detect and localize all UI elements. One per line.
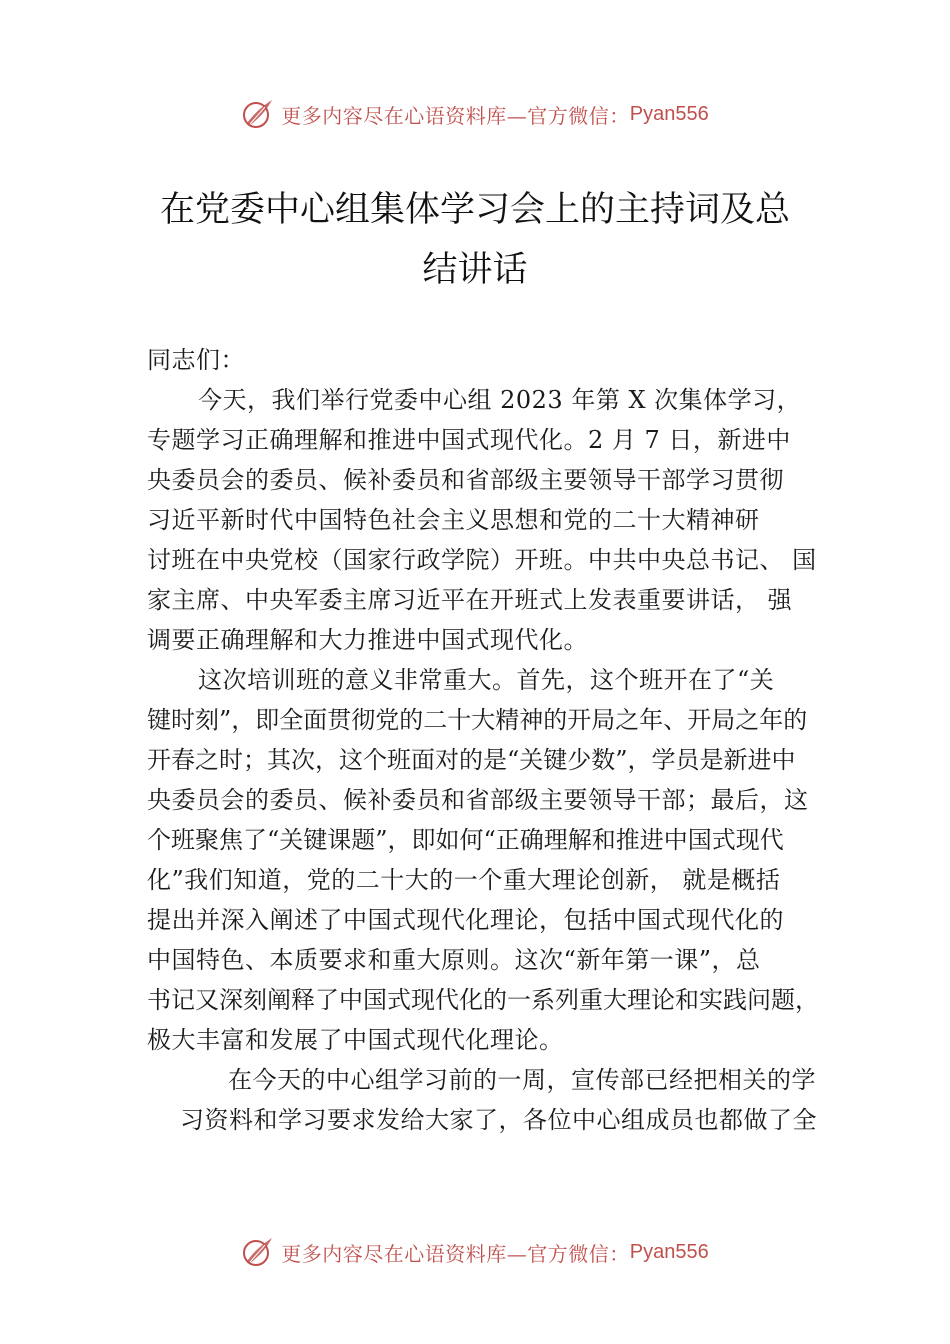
body-line: 家主席、中央军委主席习近平在开班式上发表重要讲话， 强: [147, 586, 793, 614]
body-line: 讨班在中央党校（国家行政学院）开班。中共中央总书记、 国: [147, 546, 817, 574]
body-line: 键时刻”，即全面贯彻党的二十大精神的开局之年、开局之年的: [147, 706, 808, 734]
body-line: 书记又深刻阐释了中国式现代化的一系列重大理论和实践问题，: [147, 986, 819, 1014]
body-line: 央委员会的委员、候补委员和省部级主要领导干部；最后，这: [147, 786, 809, 814]
watermark-wechat-id: Pyan556: [629, 102, 709, 125]
body-line: 今天，我们举行党委中心组 2023 年第 X 次集体学习，: [198, 386, 802, 414]
body-line: 这次培训班的意义非常重大。首先，这个班开在了“关: [198, 666, 775, 694]
watermark-text: 更多内容尽在心语资料库—官方微信：: [281, 103, 630, 128]
body-line: 习资料和学习要求发给大家了，各位中心组成员也都做了全: [180, 1106, 817, 1134]
quill-logo-icon: [241, 97, 275, 131]
watermark-wechat-id: Pyan556: [629, 1240, 709, 1263]
watermark-banner-top: [0, 94, 950, 134]
body-line: 专题学习正确理解和推进中国式现代化。2 月 7 日，新进中: [147, 426, 791, 454]
body-line: 调要正确理解和大力推进中国式现代化。: [147, 626, 588, 654]
body-line: 开春之时；其次，这个班面对的是“关键少数”，学员是新进中: [147, 746, 796, 774]
quill-logo-icon: [241, 1235, 275, 1269]
body-line: 极大丰富和发展了中国式现代化理论。: [147, 1026, 564, 1054]
body-line: 习近平新时代中国特色社会主义思想和党的二十大精神研: [147, 506, 760, 534]
body-line: 个班聚焦了“关键课题”，即如何“正确理解和推进中国式现代: [147, 826, 784, 854]
document-title-line-1: 在党委中心组集体学习会上的主持词及总: [159, 190, 790, 230]
body-line: 化”我们知道，党的二十大的一个重大理论创新， 就是概括: [147, 866, 781, 894]
body-line: 在今天的中心组学习前的一周，宣传部已经把相关的学: [228, 1066, 816, 1094]
salutation: 同志们：: [147, 346, 245, 374]
body-line: 中国特色、本质要求和重大原则。这次“新年第一课”，总: [147, 946, 761, 974]
watermark-text: 更多内容尽在心语资料库—官方微信：: [281, 1241, 630, 1266]
watermark-banner-bottom: [0, 1232, 950, 1272]
body-line: 央委员会的委员、候补委员和省部级主要领导干部学习贯彻: [147, 466, 784, 494]
body-line: 提出并深入阐述了中国式现代化理论，包括中国式现代化的: [147, 906, 784, 934]
document-title-line-2: 结讲话: [422, 250, 528, 290]
